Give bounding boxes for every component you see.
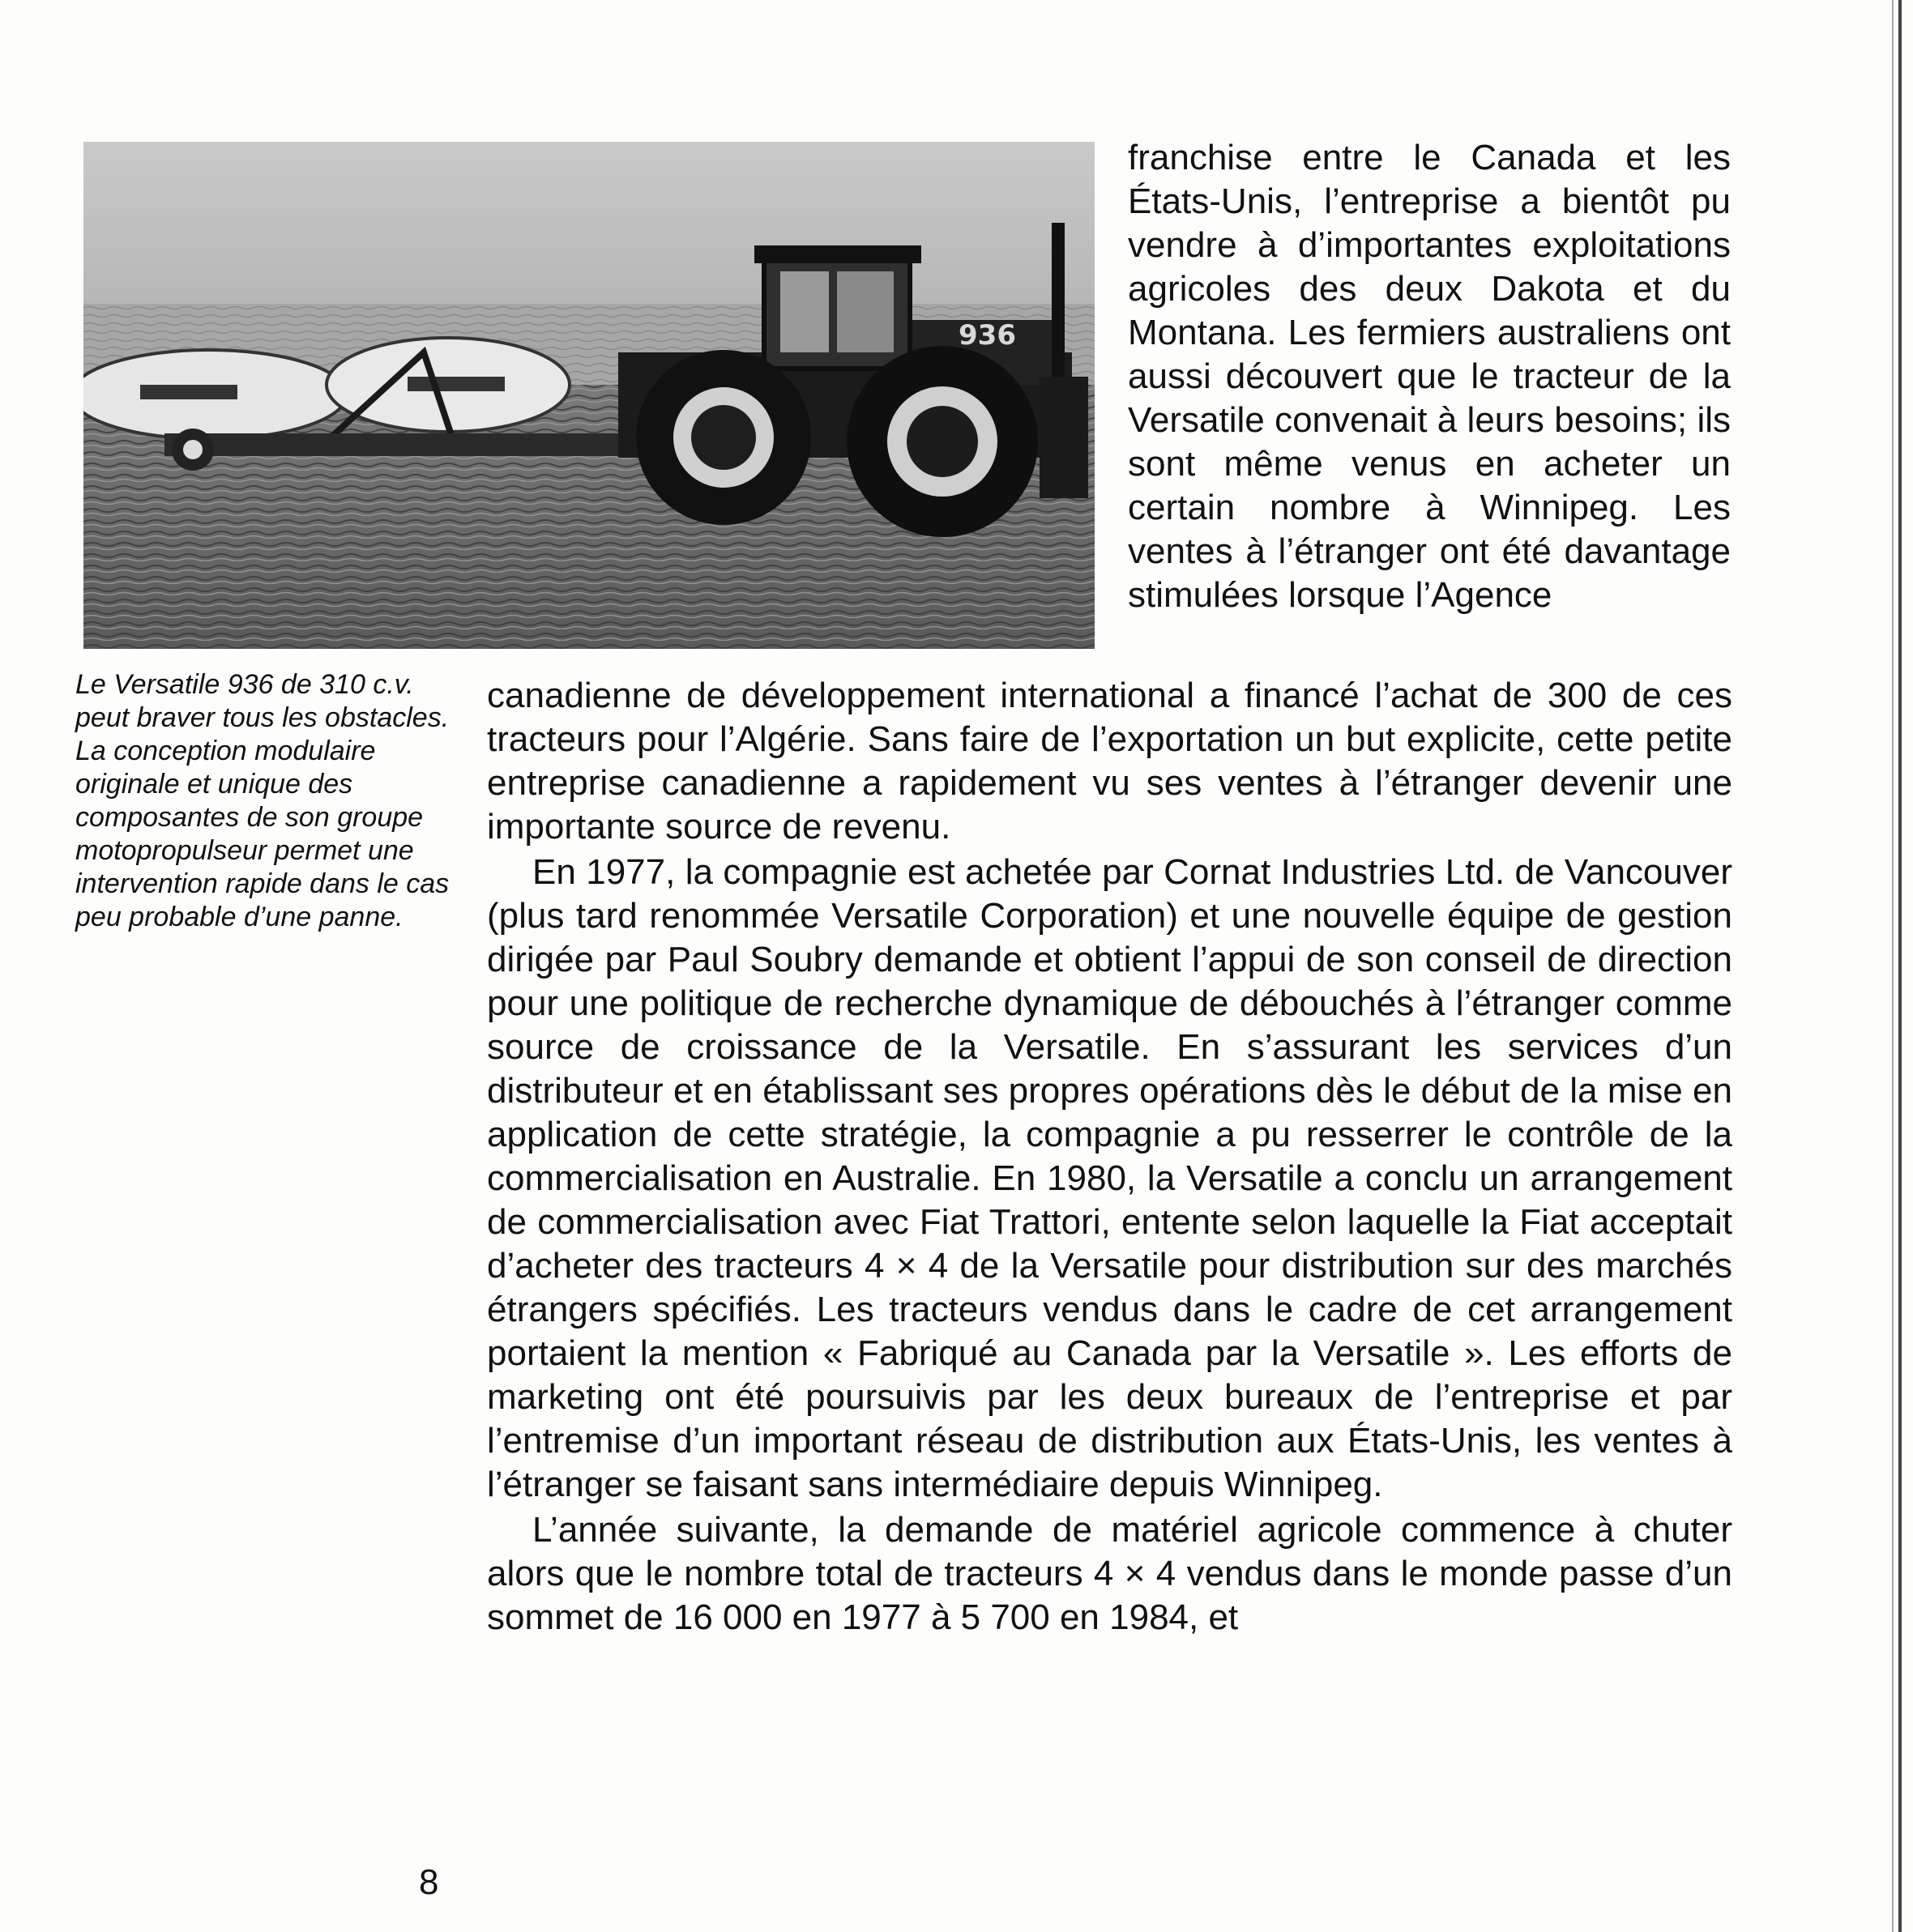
photo-caption: Le Versatile 936 de 310 c.v. peut braver tous les obstacles. La conception modulaire originale et unique des composantes de son groupe motopropulseur permet une intervention rapide dans le cas peu probable d’une panne. bbox=[75, 669, 450, 932]
paragraph: L’année suivante, la demande de matériel agricole commence à chuter alors que le nombre total de tracteurs 4 × 4 vendus dans le monde passe d’un sommet de 16 000 en 1977 à 5 700 en 1984, et bbox=[487, 1510, 1732, 1637]
page-number: 8 bbox=[419, 1862, 439, 1902]
right-column-text: franchise entre le Canada et les États-Unis, l’entreprise a bientôt pu vendre à d’importantes exploitations agricoles des deux Dakota et du Montana. Les fermiers australiens ont aussi découvert que le tracteur de la Versatile convenait à leurs besoins; ils sont même venus en acheter un certain nombre à Winnipeg. Les ventes à l’étranger ont été davantage stimulées lorsque l’Agence bbox=[1128, 138, 1731, 615]
tractor-photo bbox=[83, 142, 1095, 649]
paragraph: En 1977, la compagnie est achetée par Cornat Industries Ltd. de Vancouver (plus tard renommée Versatile Corporation) et une nouvelle équipe de gestion dirigée par Paul Soubry demande et obtient l’appui de son conseil de direction pour une politique de recherche dynamique de débouchés à l’étranger comme source de croissance de la Versatile. En s’assurant les services d’un distributeur et en établissant ses propres opérations dès le début de la mise en application de cette stratégie, la compagnie a pu resserrer le contrôle de la commercialisation en Australie. En 1980, la Versatile a conclu un arrangement de commercialisation avec Fiat Trattori, entente selon laquelle la Fiat acceptait d’acheter des tracteurs 4 × 4 de la Versatile pour distribution sur des marchés étrangers spécifiés. Les tracteurs vendus dans le cadre de cet arrangement portaient la mention « Fabriqué au Canada par la Versatile ». Les efforts de marketing ont été poursuivis par les deux bureaux de l’entreprise et par l’entremise d’un important réseau de distribution aux États-Unis, les ventes à l’étranger se faisant sans intermédiaire depuis Winnipeg. bbox=[487, 852, 1732, 1504]
binding-edge-shadow bbox=[1892, 0, 1894, 1932]
binding-edge bbox=[1898, 0, 1902, 1932]
main-text bbox=[487, 674, 1732, 1641]
tractor-photo-image bbox=[83, 142, 1095, 649]
paragraph: canadienne de développement international a financé l’achat de 300 de ces tracteurs pour l’Algérie. Sans faire de l’exportation un but explicite, cette petite entreprise canadienne a rapidement vu ses ventes à l’étranger devenir une importante source de revenu. bbox=[487, 676, 1732, 847]
tractor-badge-text: 936 bbox=[959, 319, 1016, 352]
